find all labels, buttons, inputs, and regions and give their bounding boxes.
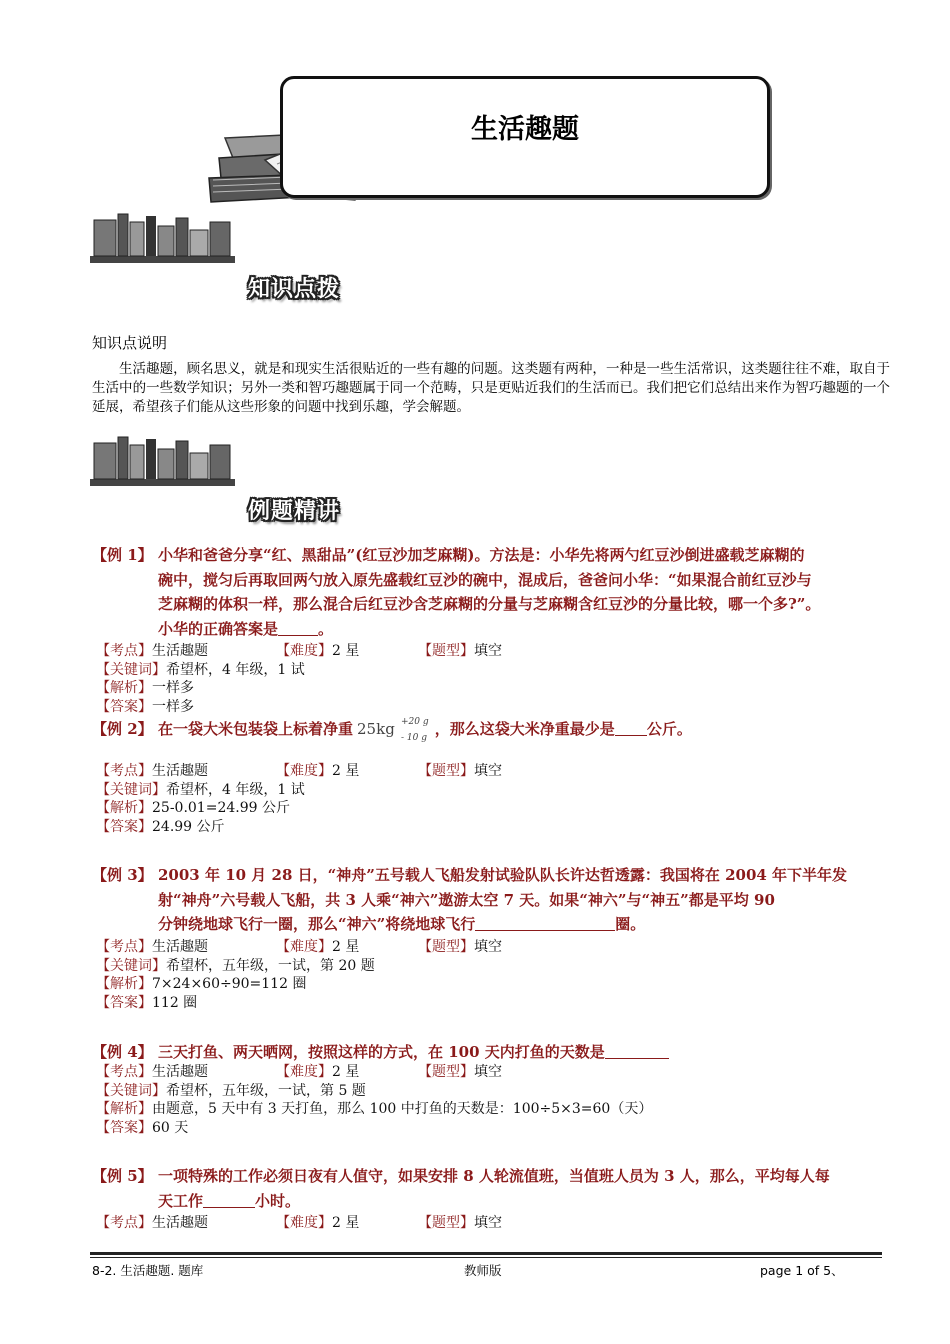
meta-label: 【难度】 xyxy=(276,939,332,955)
question-text: 分钟绕地球飞行一圈，那么“神六”将绕地球飞行 xyxy=(158,915,476,933)
meta-value: 7×24×60÷90=112 圈 xyxy=(152,976,307,992)
question-text: 射“神舟”六号载人飞船，共 3 人乘“神六”遨游太空 7 天。如果“神六”与“神五”都是平均 90 xyxy=(158,890,775,909)
example-5-question xyxy=(92,1164,890,1213)
meta-value: 希望杯，4 年级，1 试 xyxy=(166,781,305,798)
question-text: 小华和爸爸分享“红、黑甜品”(红豆沙加芝麻糊)。方法是：小华先将两勺红豆沙倒进盛载芝麻糊的 xyxy=(158,546,805,564)
meta-label: 【难度】 xyxy=(276,763,332,779)
page-title: 生活趣题 xyxy=(471,114,579,145)
meta-value: 生活趣题 xyxy=(152,1064,208,1080)
answer-blank xyxy=(278,620,318,636)
footer-divider-thin xyxy=(90,1257,882,1258)
meta-value: 2 星 xyxy=(332,643,360,659)
question-text: 。 xyxy=(318,619,334,638)
meta-value: 填空 xyxy=(474,1064,502,1080)
example-3-meta xyxy=(96,938,502,1012)
question-text: 碗中，搅匀后再取回两勺放入原先盛载红豆沙的碗中，混成后，爸爸问小华：“如果混合前红豆沙与 xyxy=(158,570,812,589)
meta-label: 【难度】 xyxy=(276,1215,332,1231)
meta-value: 希望杯，五年级，一试，第 20 题 xyxy=(166,957,375,974)
meta-value: 由题意，5 天中有 3 天打鱼，那么 100 中打鱼的天数是：100÷5×3=60（天） xyxy=(152,1101,653,1117)
meta-value: 60 天 xyxy=(152,1119,189,1136)
example-1-question xyxy=(92,543,890,641)
bookshelf-icon-2 xyxy=(90,435,235,487)
example-2-question xyxy=(92,717,890,742)
meta-label: 【关键词】 xyxy=(96,781,166,798)
meta-label: 【解析】 xyxy=(96,976,152,992)
example-4-meta xyxy=(96,1063,652,1137)
question-text: ，那么这袋大米净重最少是 xyxy=(434,720,615,738)
question-text: 小华的正确答案是 xyxy=(158,619,279,638)
example-label: 【例 5】 xyxy=(92,1167,153,1185)
sub-heading: 知识点说明 xyxy=(92,334,168,352)
meta-label: 【关键词】 xyxy=(96,661,166,678)
answer-blank xyxy=(605,1043,669,1059)
section-title-examples: 例题精讲 xyxy=(248,499,341,524)
example-1-meta xyxy=(96,642,502,716)
example-4-question xyxy=(92,1040,890,1065)
meta-value: 填空 xyxy=(474,763,502,779)
meta-value: 2 星 xyxy=(332,1064,360,1080)
meta-value: 生活趣题 xyxy=(152,643,208,659)
meta-value: 生活趣题 xyxy=(152,939,208,955)
meta-value: 生活趣题 xyxy=(152,763,208,779)
meta-label: 【考点】 xyxy=(96,939,152,955)
question-text: 三天打鱼、两天晒网，按照这样的方式，在 100 天内打鱼的天数是 xyxy=(158,1043,605,1061)
question-text: 圈。 xyxy=(615,915,646,933)
meta-label: 【考点】 xyxy=(96,1215,152,1231)
meta-value: 填空 xyxy=(474,1215,502,1231)
meta-value: 生活趣题 xyxy=(152,1215,208,1231)
tolerance-plus: +20 g xyxy=(401,717,429,727)
example-5-meta xyxy=(96,1214,502,1233)
question-text: 一项特殊的工作必须日夜有人值守，如果安排 8 人轮流值班，当值班人员为 3 人，那么，平均每人每 xyxy=(158,1167,830,1185)
meta-label: 【答案】 xyxy=(96,994,152,1011)
meta-label: 【解析】 xyxy=(96,680,152,696)
meta-label: 【答案】 xyxy=(96,698,152,715)
meta-label: 【题型】 xyxy=(418,1215,474,1231)
example-label: 【例 2】 xyxy=(92,720,153,738)
meta-value: 2 星 xyxy=(332,1215,360,1231)
answer-blank xyxy=(203,1192,255,1208)
section-title-knowledge: 知识点拨 xyxy=(248,277,341,302)
meta-value: 2 星 xyxy=(332,939,360,955)
meta-label: 【题型】 xyxy=(418,939,474,955)
bookshelf-icon xyxy=(90,212,235,264)
meta-value: 112 圈 xyxy=(152,994,198,1011)
example-label: 【例 4】 xyxy=(92,1043,153,1061)
question-text: 公斤。 xyxy=(646,720,692,738)
meta-label: 【题型】 xyxy=(418,763,474,779)
question-text: 2003 年 10 月 28 日，“神舟”五号载人飞船发射试验队队长许达哲透露：我国将在 2004 年下半年发 xyxy=(158,866,848,884)
meta-label: 【关键词】 xyxy=(96,1082,166,1099)
meta-label: 【考点】 xyxy=(96,763,152,779)
meta-value: 一样多 xyxy=(152,698,194,715)
meta-label: 【答案】 xyxy=(96,1119,152,1136)
tolerance-main: 25kg xyxy=(357,720,395,738)
example-label: 【例 1】 xyxy=(92,546,153,564)
meta-label: 【考点】 xyxy=(96,643,152,659)
meta-value: 2 星 xyxy=(332,763,360,779)
footer-right: page 1 of 5、 xyxy=(760,1263,844,1278)
question-text: 芝麻糊的体积一样，那么混合后红豆沙含芝麻糊的分量与芝麻糊含红豆沙的分量比较，哪一个多?”。 xyxy=(158,595,821,613)
meta-value: 填空 xyxy=(474,939,502,955)
meta-label: 【题型】 xyxy=(418,643,474,659)
question-text: 小时。 xyxy=(255,1191,301,1210)
meta-label: 【解析】 xyxy=(96,800,152,816)
footer-left: 8-2. 生活趣题. 题库 xyxy=(92,1263,204,1278)
meta-label: 【解析】 xyxy=(96,1101,152,1117)
meta-label: 【考点】 xyxy=(96,1064,152,1080)
title-box xyxy=(280,76,770,198)
question-text: 天工作 xyxy=(158,1191,204,1210)
meta-value: 24.99 公斤 xyxy=(152,818,225,835)
meta-label: 【关键词】 xyxy=(96,957,166,974)
example-3-question xyxy=(92,863,890,937)
footer-divider xyxy=(90,1252,882,1255)
meta-label: 【难度】 xyxy=(276,1064,332,1080)
question-text: 在一袋大米包装袋上标着净重 xyxy=(158,720,354,738)
example-label: 【例 3】 xyxy=(92,866,153,884)
intro-paragraph: 生活趣题，顾名思义，就是和现实生活很贴近的一些有趣的问题。这类题有两种，一种是一些生活常识，这类题往往不难，取自于生活中的一些数学知识；另外一类和智巧趣题属于同一个范畴，只是更贴近我们的生活而已。我们把它们总结出来作为智巧趣题的一个延展，希望孩子们能从这些形象的问题中找到乐趣，学会解题。 xyxy=(92,361,890,415)
footer-center: 教师版 xyxy=(464,1263,502,1278)
meta-value: 填空 xyxy=(474,643,502,659)
meta-value: 希望杯，五年级，一试，第 5 题 xyxy=(166,1082,366,1099)
meta-value: 25-0.01=24.99 公斤 xyxy=(152,800,290,816)
answer-blank xyxy=(475,915,615,931)
meta-value: 一样多 xyxy=(152,680,194,696)
meta-label: 【难度】 xyxy=(276,643,332,659)
example-2-meta xyxy=(96,762,502,836)
meta-label: 【题型】 xyxy=(418,1064,474,1080)
answer-blank xyxy=(615,720,647,736)
meta-label: 【答案】 xyxy=(96,818,152,835)
meta-value: 希望杯，4 年级，1 试 xyxy=(166,661,305,678)
weight-tolerance xyxy=(357,717,429,743)
tolerance-minus: - 10 g xyxy=(401,733,427,743)
